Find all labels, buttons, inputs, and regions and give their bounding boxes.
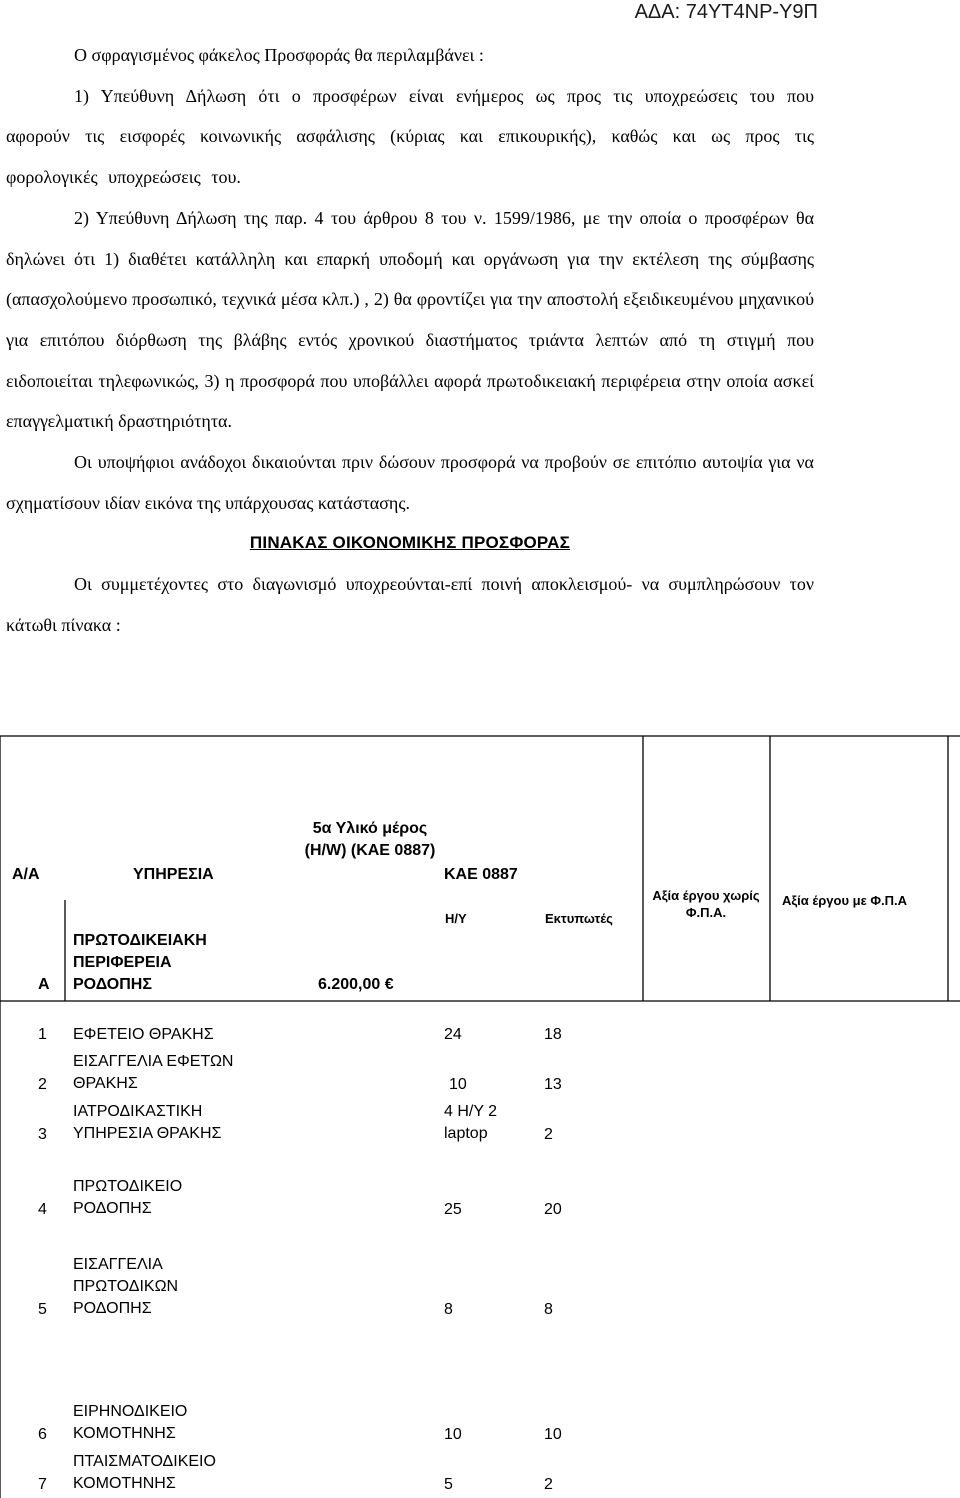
paragraph-site-visit: Οι υποψήφιοι ανάδοχοι δικαιούνται πριν δώσουν προσφορά να προβούν σε επιτόπιο αυτοψία για να σχηματίσουν ιδίαν εικόνα της υπάρχουσας κατάστασης. bbox=[6, 452, 814, 513]
row-printers: 10 bbox=[544, 1426, 562, 1443]
row-printers: 13 bbox=[544, 1076, 562, 1093]
row-number: 5 bbox=[38, 1301, 47, 1318]
header-printers: Εκτυπωτές bbox=[545, 911, 613, 926]
row-printers: 2 bbox=[544, 1126, 553, 1143]
row-number: 6 bbox=[38, 1426, 47, 1443]
header-kae: ΚΑΕ 0887 bbox=[444, 866, 518, 883]
header-aa: Α/Α bbox=[12, 866, 40, 883]
row-printers: 20 bbox=[544, 1201, 562, 1218]
ada-code: ΑΔΑ: 74ΥΤ4ΝΡ-Υ9Π bbox=[634, 1, 818, 23]
row-printers: 18 bbox=[544, 1026, 562, 1043]
row-service: ΕΦΕΤΕΙΟ ΘΡΑΚΗΣ bbox=[73, 1026, 214, 1043]
row-service: ΕΙΡΗΝΟΔΙΚΕΙΟ ΚΟΜΟΤΗΝΗΣ bbox=[73, 1403, 188, 1442]
row-printers: 8 bbox=[544, 1301, 553, 1318]
row-number: 7 bbox=[38, 1476, 47, 1493]
header-material: 5α Υλικό μέρος (H/W) (ΚΑΕ 0887) bbox=[304, 820, 436, 859]
header-value-vat: Αξία έργου με Φ.Π.Α bbox=[782, 893, 908, 908]
document-body bbox=[6, 35, 814, 646]
row-number: 1 bbox=[38, 1026, 47, 1043]
row-pc: 10 bbox=[449, 1076, 467, 1093]
row-pc: 4 Η/Υ 2 laptop bbox=[444, 1103, 498, 1142]
table-title: ΠΙΝΑΚΑΣ ΟΙΚΟΝΟΜΙΚΗΣ ΠΡΟΣΦΟΡΑΣ bbox=[249, 533, 571, 553]
section-code: Α bbox=[38, 976, 50, 993]
paragraph-instructions: Οι συμμετέχοντες στο διαγωνισμό υποχρεούνται-επί ποινή αποκλεισμού- να συμπληρώσουν τον κάτωθι πίνακα : bbox=[6, 574, 814, 635]
header-value-no-vat: Αξία έργου χωρίς Φ.Π.Α. bbox=[652, 888, 760, 920]
row-pc: 10 bbox=[444, 1426, 462, 1443]
row-pc: 8 bbox=[444, 1301, 453, 1318]
row-pc: 5 bbox=[444, 1476, 453, 1493]
row-service: ΠΤΑΙΣΜΑΤΟΔΙΚΕΙΟ ΚΟΜΟΤΗΝΗΣ bbox=[73, 1453, 216, 1492]
row-pc: 25 bbox=[444, 1201, 462, 1218]
section-amount: 6.200,00 € bbox=[318, 976, 394, 993]
header-pc: Η/Υ bbox=[445, 911, 467, 926]
row-service: ΕΙΣΑΓΓΕΛΙΑ ΕΦΕΤΩΝ ΘΡΑΚΗΣ bbox=[73, 1053, 234, 1092]
row-printers: 2 bbox=[544, 1476, 553, 1493]
section-name: ΠΡΩΤΟΔΙΚΕΙΑΚΗ ΠΕΡΙΦΕΡΕΙΑ ΡΟΔΟΠΗΣ bbox=[73, 932, 207, 993]
paragraph-intro: Ο σφραγισμένος φάκελος Προσφοράς θα περιλαμβάνει : bbox=[74, 45, 484, 65]
row-service: ΕΙΣΑΓΓΕΛΙΑ ΠΡΩΤΟΔΙΚΩΝ ΡΟΔΟΠΗΣ bbox=[73, 1256, 179, 1317]
row-number: 2 bbox=[38, 1076, 47, 1093]
row-service: ΠΡΩΤΟΔΙΚΕΙΟ ΡΟΔΟΠΗΣ bbox=[73, 1178, 183, 1217]
row-number: 3 bbox=[38, 1126, 47, 1143]
header-service: ΥΠΗΡΕΣΙΑ bbox=[133, 866, 214, 883]
paragraph-declaration-1: 1) Υπεύθυνη Δήλωση ότι ο προσφέρων είναι ενήμερος ως προς τις υποχρεώσεις του που αφορούν τις εισφορές κοινωνικής ασφάλισης (κύριας και επικουρικής), καθώς και ως προς τις φορολογικές υποχρεώσεις του. bbox=[6, 85, 814, 188]
paragraph-declaration-2: 2) Υπεύθυνη Δήλωση της παρ. 4 του άρθρου 8 του ν. 1599/1986, με την οποία ο προσφέρων θα δηλώνει ότι 1) διαθέτει κατάλληλη και επαρκή υποδομή και οργάνωση για την εκτέλεση της σύμβασης (απασχολούμενο προσωπικό, τεχνικά μέσα κλπ.) , 2) θα φροντίζει για την αποστολή εξειδικευμένου μηχανικού για επιτόπου διόρθωση της βλάβης εντός χρονικού διαστήματος τριάντα λεπτών από τη στιγμή που ειδοποιείται τηλεφωνικώς, 3) η προσφορά που υποβάλλει αφορά πρωτοδικειακή περιφέρεια στην οποία ασκεί επαγγελματική δραστηριότητα. bbox=[6, 207, 814, 432]
row-service: ΙΑΤΡΟΔΙΚΑΣΤΙΚΗ ΥΠΗΡΕΣΙΑ ΘΡΑΚΗΣ bbox=[73, 1103, 222, 1142]
row-pc: 24 bbox=[444, 1026, 462, 1043]
row-number: 4 bbox=[38, 1201, 47, 1218]
